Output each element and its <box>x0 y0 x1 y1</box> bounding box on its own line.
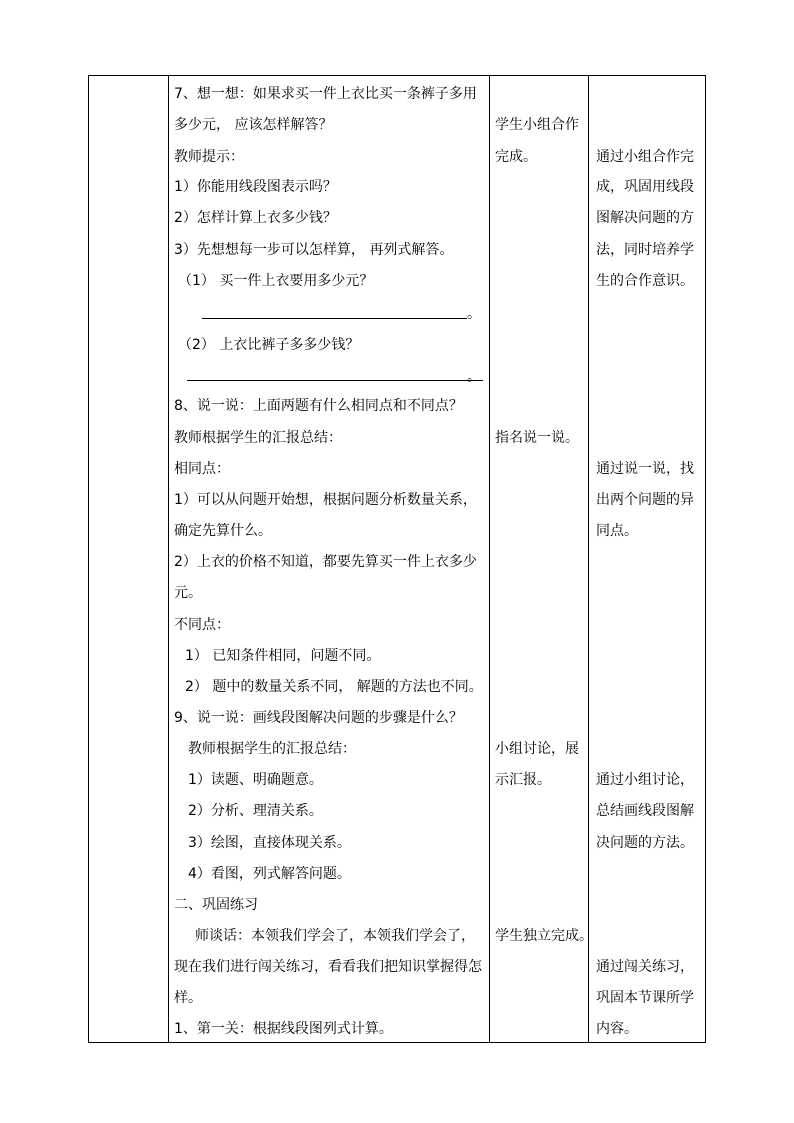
cell-student-activity <box>490 76 593 1042</box>
text-line: 决问题的方法。 <box>596 835 694 851</box>
text-line: 1、第一关：根据线段图列式计算。 <box>174 1021 393 1037</box>
text-line: 确定先算什么。 <box>174 523 272 539</box>
text-line: 1）可以从问题开始想，根据问题分析数量关系， <box>174 492 477 508</box>
text-line: 元。 <box>174 585 202 601</box>
text-line: 通过说一说，找 <box>596 461 694 477</box>
text-line: 通过小组合作完 <box>596 149 694 165</box>
text-line: 出两个问题的异 <box>596 492 694 508</box>
text-line: 。 <box>467 306 481 322</box>
text-line: 生的合作意识。 <box>596 273 694 289</box>
cell-section <box>89 76 168 1042</box>
text-line: 小组讨论，展 <box>495 741 579 757</box>
text-line: 二、巩固练习 <box>174 897 258 913</box>
text-line: （1） 买一件上衣要用多少元？ <box>178 273 374 289</box>
text-line: 学生小组合作 <box>495 117 579 133</box>
text-line: 2）分析、理清关系。 <box>188 803 323 819</box>
text-line: 同点。 <box>596 523 638 539</box>
text-line: 相同点： <box>174 461 230 477</box>
lesson-table <box>88 75 706 1043</box>
text-line: 。 <box>467 369 481 385</box>
text-line: 1）你能用线段图表示吗？ <box>174 179 337 195</box>
answer-blank <box>202 318 467 319</box>
text-line: 内容。 <box>596 1021 638 1037</box>
answer-blank <box>187 380 483 381</box>
text-line: 示汇报。 <box>495 772 551 788</box>
text-line: 指名说一说。 <box>495 430 579 446</box>
text-line: 教师根据学生的汇报总结： <box>188 741 356 757</box>
text-line: 法，同时培养学 <box>596 242 694 258</box>
text-line: 图解决问题的方 <box>596 210 694 226</box>
text-line: 通过闯关练习， <box>596 959 694 975</box>
text-line: 多少元， 应该怎样解答？ <box>174 117 333 133</box>
text-line: 7、想一想：如果求买一件上衣比买一条裤子多用 <box>174 86 477 102</box>
text-line: 教师根据学生的汇报总结： <box>174 430 342 446</box>
text-line: 2） 题中的数量关系不同， 解题的方法也不同。 <box>185 679 483 695</box>
cell-teaching-process <box>169 76 489 1042</box>
text-line: 3）先想想每一步可以怎样算， 再列式解答。 <box>174 242 454 258</box>
text-line: 成，巩固用线段 <box>596 179 694 195</box>
text-line: 1）读题、明确题意。 <box>188 772 323 788</box>
text-line: 1） 已知条件相同，问题不同。 <box>185 648 381 664</box>
text-line: 完成。 <box>495 149 537 165</box>
text-line: 教师提示： <box>174 149 244 165</box>
text-line: 不同点： <box>174 617 230 633</box>
text-line: 2）怎样计算上衣多少钱？ <box>174 210 337 226</box>
text-line: 通过小组讨论， <box>596 772 694 788</box>
text-line: 学生独立完成。 <box>495 928 593 944</box>
text-line: 现在我们进行闯关练习，看看我们把知识掌握得怎 <box>174 959 482 975</box>
text-line: 4）看图，列式解答问题。 <box>188 866 351 882</box>
text-line: （2） 上衣比裤子多多少钱？ <box>178 337 360 353</box>
text-line: 8、说一说：上面两题有什么相同点和不同点？ <box>174 398 463 414</box>
cell-design-intent <box>589 76 705 1042</box>
text-line: 9、说一说：画线段图解决问题的步骤是什么？ <box>174 710 463 726</box>
text-line: 样。 <box>174 990 202 1006</box>
text-line: 2）上衣的价格不知道，都要先算买一件上衣多少 <box>174 554 477 570</box>
text-line: 师谈话：本领我们学会了，本领我们学会了， <box>195 928 475 944</box>
text-line: 3）绘图，直接体现关系。 <box>188 835 351 851</box>
text-line: 巩固本节课所学 <box>596 990 694 1006</box>
text-line: 总结画线段图解 <box>596 803 694 819</box>
